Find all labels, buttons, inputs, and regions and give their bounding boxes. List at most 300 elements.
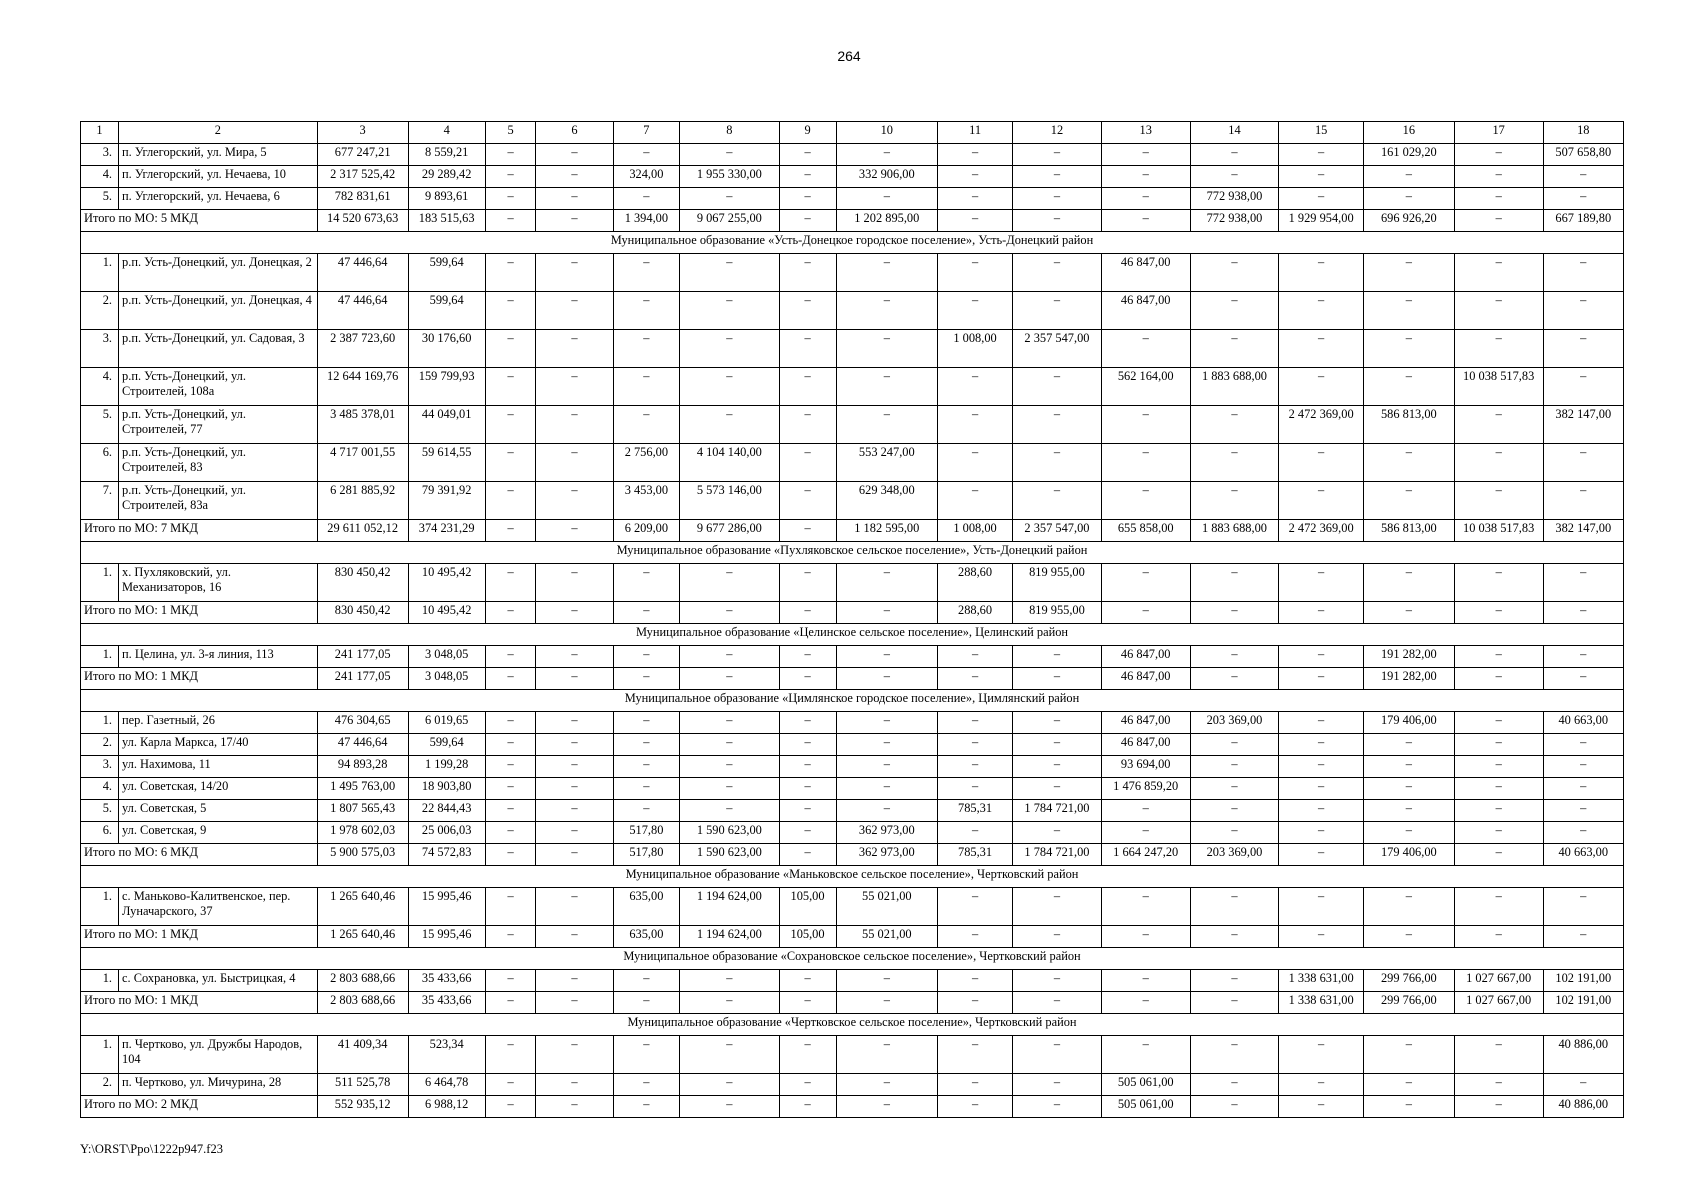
total-value: – [1279, 926, 1364, 948]
value-cell: – [938, 712, 1013, 734]
value-cell: – [1454, 778, 1543, 800]
total-value: – [1363, 926, 1454, 948]
value-cell: – [1190, 482, 1279, 520]
total-value: – [613, 992, 680, 1014]
total-value: – [1454, 844, 1543, 866]
total-value: 10 038 517,83 [1454, 520, 1543, 542]
value-cell: 47 446,64 [317, 734, 408, 756]
value-cell: 507 658,80 [1543, 144, 1623, 166]
total-value: – [1013, 1096, 1102, 1118]
address-cell: ул. Советская, 14/20 [119, 778, 318, 800]
value-cell: 59 614,55 [408, 444, 485, 482]
total-value: 29 611 052,12 [317, 520, 408, 542]
value-cell: 1 265 640,46 [317, 888, 408, 926]
row-index: 3. [81, 330, 119, 368]
total-value: – [1454, 1096, 1543, 1118]
value-cell: – [1279, 888, 1364, 926]
address-cell: п. Целина, ул. 3-я линия, 113 [119, 646, 318, 668]
value-cell: 785,31 [938, 800, 1013, 822]
total-value: – [779, 602, 836, 624]
value-cell: – [1013, 368, 1102, 406]
value-cell: – [1101, 188, 1190, 210]
value-cell: – [680, 778, 779, 800]
total-value: 9 067 255,00 [680, 210, 779, 232]
column-header: 2 [119, 122, 318, 144]
page-number: 264 [837, 48, 861, 64]
value-cell: – [1543, 444, 1623, 482]
value-cell: – [485, 800, 536, 822]
address-cell: п. Углегорский, ул. Мира, 5 [119, 144, 318, 166]
value-cell: – [485, 330, 536, 368]
total-value: 179 406,00 [1363, 844, 1454, 866]
value-cell: – [779, 564, 836, 602]
value-cell: – [536, 166, 613, 188]
value-cell: 830 450,42 [317, 564, 408, 602]
value-cell: – [680, 564, 779, 602]
total-value: 819 955,00 [1013, 602, 1102, 624]
value-cell: – [613, 800, 680, 822]
value-cell: – [1013, 188, 1102, 210]
value-cell: – [1190, 970, 1279, 992]
address-cell: р.п. Усть-Донецкий, ул. Донецкая, 2 [119, 254, 318, 292]
value-cell: 46 847,00 [1101, 646, 1190, 668]
table-row [81, 564, 1624, 602]
value-cell: – [485, 188, 536, 210]
row-index: 1. [81, 646, 119, 668]
value-cell: – [1454, 166, 1543, 188]
table-row [81, 1036, 1624, 1074]
total-value: – [1363, 602, 1454, 624]
total-label: Итого по МО: 7 МКД [81, 520, 318, 542]
column-header: 6 [536, 122, 613, 144]
value-cell: – [1363, 778, 1454, 800]
row-index: 1. [81, 254, 119, 292]
value-cell: – [779, 406, 836, 444]
value-cell: – [485, 166, 536, 188]
value-cell: – [938, 166, 1013, 188]
value-cell: 159 799,93 [408, 368, 485, 406]
value-cell: – [836, 1036, 937, 1074]
total-value: – [536, 844, 613, 866]
value-cell: – [485, 1036, 536, 1074]
value-cell: – [938, 734, 1013, 756]
value-cell: – [536, 368, 613, 406]
value-cell: – [938, 406, 1013, 444]
value-cell: – [1190, 406, 1279, 444]
value-cell: 46 847,00 [1101, 292, 1190, 330]
value-cell: 3 485 378,01 [317, 406, 408, 444]
total-value: – [779, 992, 836, 1014]
total-value: 505 061,00 [1101, 1096, 1190, 1118]
total-value: – [1543, 668, 1623, 690]
total-row [81, 210, 1624, 232]
total-value: 785,31 [938, 844, 1013, 866]
total-value: – [1190, 602, 1279, 624]
value-cell: – [1279, 778, 1364, 800]
total-value: – [613, 602, 680, 624]
value-cell: – [779, 646, 836, 668]
value-cell: – [1190, 444, 1279, 482]
value-cell: – [485, 778, 536, 800]
value-cell: – [779, 800, 836, 822]
total-value: 586 813,00 [1363, 520, 1454, 542]
value-cell: – [1190, 734, 1279, 756]
value-cell: – [485, 646, 536, 668]
value-cell: – [938, 444, 1013, 482]
total-value: – [680, 602, 779, 624]
total-value: 203 369,00 [1190, 844, 1279, 866]
value-cell: – [485, 144, 536, 166]
total-value: – [536, 210, 613, 232]
value-cell: – [1279, 188, 1364, 210]
total-value: – [1101, 926, 1190, 948]
value-cell: – [613, 1074, 680, 1096]
value-cell: – [836, 778, 937, 800]
address-cell: п. Чертково, ул. Дружбы Народов, 104 [119, 1036, 318, 1074]
value-cell: – [1454, 1074, 1543, 1096]
total-value: – [836, 992, 937, 1014]
column-header: 14 [1190, 122, 1279, 144]
total-value: 191 282,00 [1363, 668, 1454, 690]
total-value: 288,60 [938, 602, 1013, 624]
row-index: 5. [81, 188, 119, 210]
value-cell: – [779, 1074, 836, 1096]
value-cell: – [613, 144, 680, 166]
value-cell: – [1190, 292, 1279, 330]
row-index: 1. [81, 564, 119, 602]
total-value: – [1454, 210, 1543, 232]
column-header: 17 [1454, 122, 1543, 144]
total-value: 2 803 688,66 [317, 992, 408, 1014]
value-cell: – [485, 1074, 536, 1096]
total-value: – [779, 844, 836, 866]
value-cell: – [836, 712, 937, 734]
total-value: – [1279, 668, 1364, 690]
value-cell: – [938, 292, 1013, 330]
total-value: – [485, 992, 536, 1014]
value-cell: 3 048,05 [408, 646, 485, 668]
total-value: – [1101, 992, 1190, 1014]
total-value: – [836, 602, 937, 624]
value-cell: – [779, 712, 836, 734]
address-cell: п. Углегорский, ул. Нечаева, 10 [119, 166, 318, 188]
value-cell: – [1013, 1036, 1102, 1074]
value-cell: 523,34 [408, 1036, 485, 1074]
value-cell: 299 766,00 [1363, 970, 1454, 992]
value-cell: – [1454, 330, 1543, 368]
value-cell: – [1543, 254, 1623, 292]
total-value: – [1190, 992, 1279, 1014]
value-cell: – [1279, 482, 1364, 520]
column-header: 12 [1013, 122, 1102, 144]
value-cell: 1 495 763,00 [317, 778, 408, 800]
value-cell: 517,80 [613, 822, 680, 844]
table-row [81, 778, 1624, 800]
value-cell: 553 247,00 [836, 444, 937, 482]
total-value: – [1279, 844, 1364, 866]
total-value: 374 231,29 [408, 520, 485, 542]
value-cell: 8 559,21 [408, 144, 485, 166]
value-cell: – [536, 778, 613, 800]
total-label: Итого по МО: 1 МКД [81, 926, 318, 948]
value-cell: – [1543, 292, 1623, 330]
data-table [80, 121, 1624, 1118]
value-cell: – [1190, 1036, 1279, 1074]
table-row [81, 166, 1624, 188]
value-cell: – [485, 888, 536, 926]
value-cell: 29 289,42 [408, 166, 485, 188]
total-value: – [485, 520, 536, 542]
total-value: – [1363, 1096, 1454, 1118]
total-value: 362 973,00 [836, 844, 937, 866]
value-cell: – [1363, 330, 1454, 368]
total-value: 15 995,46 [408, 926, 485, 948]
value-cell: – [1279, 756, 1364, 778]
value-cell: 1 027 667,00 [1454, 970, 1543, 992]
section-header-row [81, 690, 1624, 712]
value-cell: – [938, 970, 1013, 992]
total-value: 40 886,00 [1543, 1096, 1623, 1118]
value-cell: – [1454, 1036, 1543, 1074]
value-cell: – [836, 188, 937, 210]
value-cell: – [1543, 330, 1623, 368]
value-cell: – [1190, 646, 1279, 668]
value-cell: 93 694,00 [1101, 756, 1190, 778]
total-value: 1 265 640,46 [317, 926, 408, 948]
value-cell: – [1543, 800, 1623, 822]
value-cell: 1 955 330,00 [680, 166, 779, 188]
value-cell: – [779, 166, 836, 188]
value-cell: 40 663,00 [1543, 712, 1623, 734]
total-value: 2 357 547,00 [1013, 520, 1102, 542]
value-cell: – [536, 330, 613, 368]
file-path-footer: Y:\ORST\Ppo\1222p947.f23 [80, 1142, 223, 1156]
value-cell: – [613, 778, 680, 800]
value-cell: – [1013, 292, 1102, 330]
value-cell: 191 282,00 [1363, 646, 1454, 668]
value-cell: – [1454, 188, 1543, 210]
total-value: – [1013, 210, 1102, 232]
address-cell: р.п. Усть-Донецкий, ул. Строителей, 108а [119, 368, 318, 406]
value-cell: – [1013, 1074, 1102, 1096]
value-cell: – [680, 970, 779, 992]
value-cell: – [779, 144, 836, 166]
value-cell: – [1279, 822, 1364, 844]
total-row [81, 844, 1624, 866]
value-cell: 2 387 723,60 [317, 330, 408, 368]
value-cell: – [1190, 254, 1279, 292]
value-cell: – [536, 1074, 613, 1096]
value-cell: – [613, 712, 680, 734]
value-cell: – [680, 254, 779, 292]
total-value: 830 450,42 [317, 602, 408, 624]
table-row [81, 712, 1624, 734]
value-cell: 25 006,03 [408, 822, 485, 844]
value-cell: – [938, 756, 1013, 778]
municipality-title: Муниципальное образование «Чертковское сельское поселение», Чертковский район [81, 1014, 1624, 1036]
value-cell: 4 717 001,55 [317, 444, 408, 482]
total-value: – [1190, 926, 1279, 948]
total-value: 1 338 631,00 [1279, 992, 1364, 1014]
address-cell: р.п. Усть-Донецкий, ул. Строителей, 77 [119, 406, 318, 444]
table-row [81, 482, 1624, 520]
value-cell: 10 038 517,83 [1454, 368, 1543, 406]
value-cell: – [1013, 970, 1102, 992]
value-cell: – [1279, 292, 1364, 330]
table-row [81, 822, 1624, 844]
value-cell: – [1101, 444, 1190, 482]
total-row [81, 926, 1624, 948]
address-cell: п. Чертково, ул. Мичурина, 28 [119, 1074, 318, 1096]
value-cell: – [680, 368, 779, 406]
value-cell: – [1543, 1074, 1623, 1096]
total-label: Итого по МО: 5 МКД [81, 210, 318, 232]
value-cell: – [1101, 1036, 1190, 1074]
value-cell: 79 391,92 [408, 482, 485, 520]
value-cell: – [1013, 482, 1102, 520]
value-cell: – [1454, 822, 1543, 844]
value-cell: – [1101, 970, 1190, 992]
total-value: – [938, 1096, 1013, 1118]
value-cell: – [938, 778, 1013, 800]
value-cell: – [1013, 756, 1102, 778]
total-value: – [1454, 602, 1543, 624]
value-cell: 18 903,80 [408, 778, 485, 800]
column-header: 8 [680, 122, 779, 144]
value-cell: – [779, 292, 836, 330]
address-cell: ул. Советская, 5 [119, 800, 318, 822]
total-value: – [1013, 926, 1102, 948]
value-cell: 782 831,61 [317, 188, 408, 210]
total-value: – [536, 520, 613, 542]
total-row [81, 602, 1624, 624]
value-cell: – [536, 188, 613, 210]
value-cell: – [836, 330, 937, 368]
total-label: Итого по МО: 1 МКД [81, 602, 318, 624]
value-cell: – [1190, 564, 1279, 602]
value-cell: – [836, 144, 937, 166]
value-cell: 324,00 [613, 166, 680, 188]
value-cell: – [779, 254, 836, 292]
total-value: – [1454, 926, 1543, 948]
row-index: 4. [81, 778, 119, 800]
row-index: 5. [81, 406, 119, 444]
value-cell: – [1190, 778, 1279, 800]
value-cell: – [1363, 292, 1454, 330]
value-cell: – [536, 444, 613, 482]
value-cell: 1 476 859,20 [1101, 778, 1190, 800]
row-index: 5. [81, 800, 119, 822]
value-cell: – [836, 1074, 937, 1096]
value-cell: – [1279, 144, 1364, 166]
total-value: – [680, 668, 779, 690]
value-cell: – [613, 1036, 680, 1074]
value-cell: – [613, 254, 680, 292]
value-cell: – [1543, 734, 1623, 756]
total-value: – [536, 992, 613, 1014]
value-cell: – [1454, 482, 1543, 520]
value-cell: – [1363, 166, 1454, 188]
column-header: 18 [1543, 122, 1623, 144]
table-row [81, 888, 1624, 926]
value-cell: – [779, 822, 836, 844]
total-value: – [485, 210, 536, 232]
table-row [81, 800, 1624, 822]
value-cell: 46 847,00 [1101, 712, 1190, 734]
table-body [81, 122, 1624, 1118]
total-value: 552 935,12 [317, 1096, 408, 1118]
value-cell: 41 409,34 [317, 1036, 408, 1074]
row-index: 1. [81, 970, 119, 992]
row-index: 2. [81, 734, 119, 756]
value-cell: 22 844,43 [408, 800, 485, 822]
value-cell: 2 803 688,66 [317, 970, 408, 992]
total-row [81, 520, 1624, 542]
value-cell: – [1363, 1074, 1454, 1096]
total-value: 105,00 [779, 926, 836, 948]
value-cell: – [680, 1036, 779, 1074]
value-cell: – [1363, 822, 1454, 844]
row-index: 1. [81, 712, 119, 734]
value-cell: – [680, 330, 779, 368]
value-cell: 772 938,00 [1190, 188, 1279, 210]
value-cell: 2 357 547,00 [1013, 330, 1102, 368]
value-cell: – [1279, 444, 1364, 482]
total-value: 1 883 688,00 [1190, 520, 1279, 542]
value-cell: – [680, 756, 779, 778]
total-value: 9 677 286,00 [680, 520, 779, 542]
total-value: – [1101, 210, 1190, 232]
value-cell: – [1454, 254, 1543, 292]
total-value: – [1543, 602, 1623, 624]
value-cell: 586 813,00 [1363, 406, 1454, 444]
value-cell: – [1279, 330, 1364, 368]
value-cell: – [1363, 888, 1454, 926]
address-cell: ул. Нахимова, 11 [119, 756, 318, 778]
total-row [81, 668, 1624, 690]
value-cell: – [1363, 444, 1454, 482]
municipality-title: Муниципальное образование «Маньковское сельское поселение», Чертковский район [81, 866, 1624, 888]
value-cell: – [836, 646, 937, 668]
total-value: 3 048,05 [408, 668, 485, 690]
total-value: 10 495,42 [408, 602, 485, 624]
total-value: – [779, 520, 836, 542]
value-cell: – [1543, 188, 1623, 210]
value-cell: – [1101, 564, 1190, 602]
value-cell: – [1363, 800, 1454, 822]
value-cell: – [1363, 564, 1454, 602]
value-cell: – [1279, 646, 1364, 668]
total-value: 655 858,00 [1101, 520, 1190, 542]
total-value: 6 209,00 [613, 520, 680, 542]
total-value: – [680, 992, 779, 1014]
total-value: 6 988,12 [408, 1096, 485, 1118]
value-cell: 1 199,28 [408, 756, 485, 778]
value-cell: – [1101, 822, 1190, 844]
value-cell: 599,64 [408, 292, 485, 330]
total-value: 1 394,00 [613, 210, 680, 232]
value-cell: – [613, 188, 680, 210]
total-label: Итого по МО: 1 МКД [81, 668, 318, 690]
value-cell: 241 177,05 [317, 646, 408, 668]
total-value: 667 189,80 [1543, 210, 1623, 232]
value-cell: – [1190, 756, 1279, 778]
value-cell: – [613, 646, 680, 668]
row-index: 1. [81, 1036, 119, 1074]
value-cell: 2 472 369,00 [1279, 406, 1364, 444]
value-cell: – [1101, 482, 1190, 520]
value-cell: 511 525,78 [317, 1074, 408, 1096]
